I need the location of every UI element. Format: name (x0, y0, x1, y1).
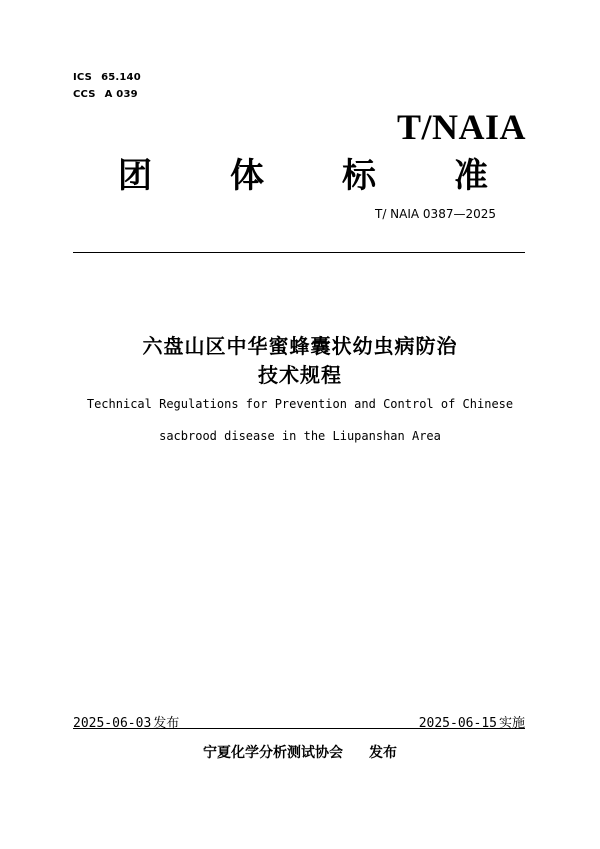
ccs-label: CCS (73, 89, 96, 100)
standard-code: T/ NAIA 0387—2025 (374, 207, 496, 221)
ics-classification (73, 72, 141, 83)
publish-date-label: 发布 (153, 716, 180, 731)
standard-type-char: 标 (342, 156, 376, 196)
ics-label: ICS (73, 72, 93, 83)
chinese-title-line-2: 技术规程 (258, 363, 342, 387)
standard-type-char: 准 (454, 156, 488, 196)
issuer-name: 宁夏化学分析测试协会 (203, 745, 343, 761)
english-title-line-2: sacbrood disease in the Liupanshan Area (159, 429, 441, 443)
footer-divider (73, 728, 525, 729)
ics-value: 65.140 (101, 72, 141, 83)
issuer-action: 发布 (369, 745, 397, 761)
ccs-value: A 039 (104, 89, 138, 100)
standard-type-char: 体 (230, 156, 264, 196)
english-title-line-1: Technical Regulations for Prevention and Control of Chinese (86, 397, 514, 411)
standard-type-title (118, 154, 488, 198)
chinese-title-line-1: 六盘山区中华蜜蜂囊状幼虫病防治 (142, 334, 458, 358)
ccs-classification (73, 89, 138, 100)
implement-date-value: 2025-06-15 (418, 716, 497, 731)
header-divider (73, 252, 525, 253)
standard-logo: T/NAIA (396, 107, 526, 147)
issuer (0, 742, 600, 762)
implement-date-label: 实施 (498, 716, 525, 731)
publish-date-value: 2025-06-03 (73, 716, 152, 731)
standard-type-char: 团 (118, 156, 152, 196)
